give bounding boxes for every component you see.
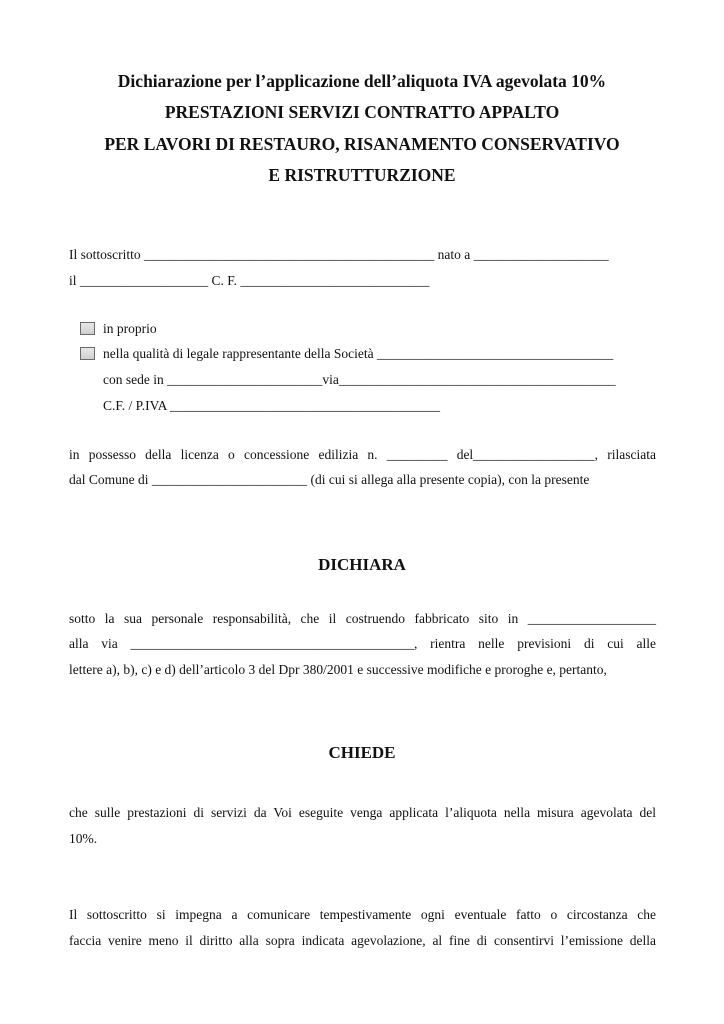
legale-rappresentante-checkbox[interactable] [80,347,95,360]
legale-rappresentante-line[interactable]: nella qualità di legale rappresentante della Società ___________________________________ [103,346,614,361]
impegno-line-2: faccia venire meno il diritto alla sopra indicata agevolazione, al fine di consentirvi l’emissione della [69,933,656,948]
chiede-line-1: che sulle prestazioni di servizi da Voi eseguite venga applicata l’aliquota nella misura agevolata del [69,805,656,820]
document-title-line-3: PER LAVORI DI RESTAURO, RISANAMENTO CONSERVATIVO [104,134,620,154]
comune-line[interactable]: dal Comune di _______________________ (di cui si allega alla presente copia), con la presente [69,472,590,487]
dichiara-line-3: lettere a), b), c) e d) dell’articolo 3 del Dpr 380/2001 e successive modifiche e proroghe e, pertanto, [69,662,607,677]
chiede-heading: CHIEDE [328,743,396,762]
chiede-line-2: 10%. [69,831,98,846]
in-proprio-checkbox[interactable] [80,322,95,335]
cf-piva-line[interactable]: C.F. / P.IVA ________________________________________ [103,398,440,413]
dichiara-line-1[interactable]: sotto la sua personale responsabilità, che il costruendo fabbricato sito in ___________________ [69,611,656,626]
licenza-line[interactable]: in possesso della licenza o concessione edilizia n. _________ del__________________, rilasciata [69,447,656,462]
sede-line[interactable]: con sede in _______________________via_________________________________________ [103,372,616,387]
impegno-line-1: Il sottoscritto si impegna a comunicare tempestivamente ogni eventuale fatto o circostanza che [69,907,656,922]
dichiara-line-2[interactable]: alla via __________________________________________, rientra nelle previsioni di cui alle [69,636,656,651]
document-title-line-4: E RISTRUTTURZIONE [268,165,456,185]
document-title-line-1: Dichiarazione per l’applicazione dell’aliquota IVA agevolata 10% [117,71,607,91]
dichiara-heading: DICHIARA [318,555,406,574]
birth-date-cf-line[interactable]: il ___________________ C. F. ____________________________ [69,273,430,288]
in-proprio-label: in proprio [103,321,157,336]
document-title-line-2: PRESTAZIONI SERVIZI CONTRATTO APPALTO [164,102,560,122]
sottoscritto-line[interactable]: Il sottoscritto ___________________________________________ nato a ____________________ [69,247,609,262]
